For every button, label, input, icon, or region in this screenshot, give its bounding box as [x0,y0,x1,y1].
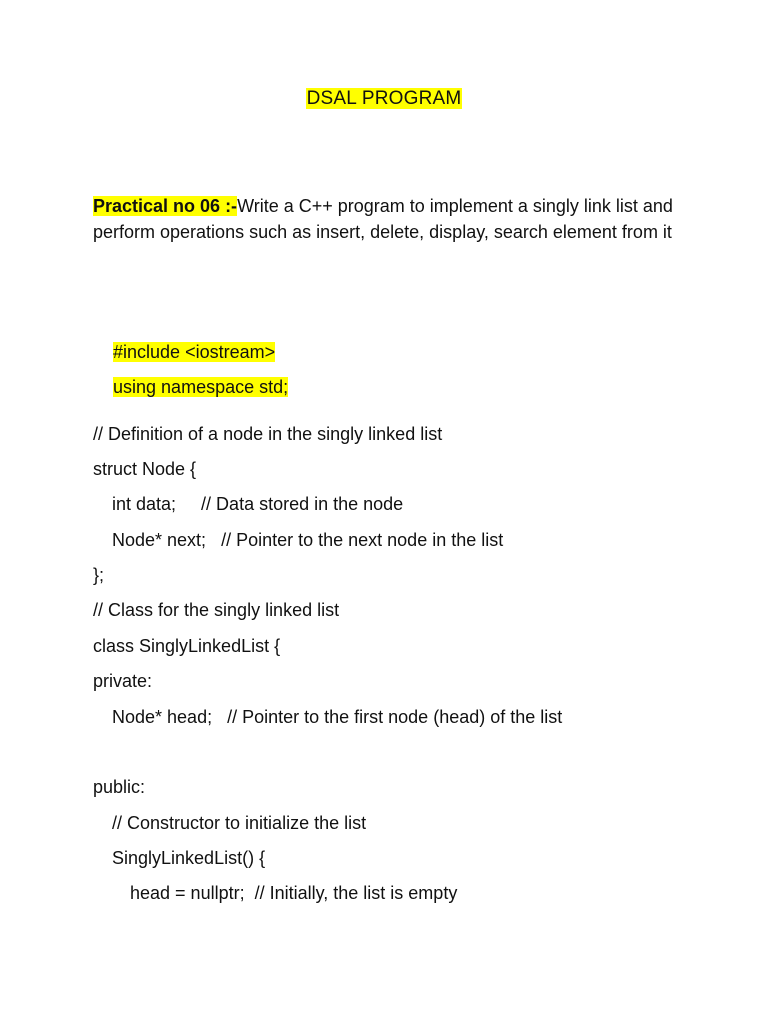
code-line-int-data: int data; // Data stored in the node [112,494,404,514]
code-line-private: private: [93,671,153,691]
include-directive: #include <iostream> [113,342,276,362]
page-title [0,87,768,111]
title-highlight: DSAL PROGRAM [306,88,462,109]
code-line-struct-close: }; [93,565,105,585]
code-line-comment-ctor: // Constructor to initialize the list [112,813,367,833]
code-line-node-head: Node* head; // Pointer to the first node (head) of the list [112,707,563,727]
code-line-public: public: [93,777,146,797]
practical-intro [93,194,693,245]
using-namespace-statement: using namespace std; [113,377,289,397]
code-line-using-namespace [93,351,288,423]
code-line-class-open: class SinglyLinkedList { [93,636,281,656]
code-line-struct-open: struct Node { [93,459,197,479]
code-line-comment-class: // Class for the singly linked list [93,600,340,620]
code-line-ctor-open: SinglyLinkedList() { [112,848,266,868]
code-line-node-next: Node* next; // Pointer to the next node in the list [112,530,504,550]
practical-description: Write a C++ program to implement a singly link list and perform operations such as insert, delete, display, search element from it [93,196,673,242]
code-line-head-null: head = nullptr; // Initially, the list is empty [130,883,458,903]
code-line-comment-node-def: // Definition of a node in the singly linked list [93,424,443,444]
practical-label: Practical no 06 :- [93,196,238,216]
